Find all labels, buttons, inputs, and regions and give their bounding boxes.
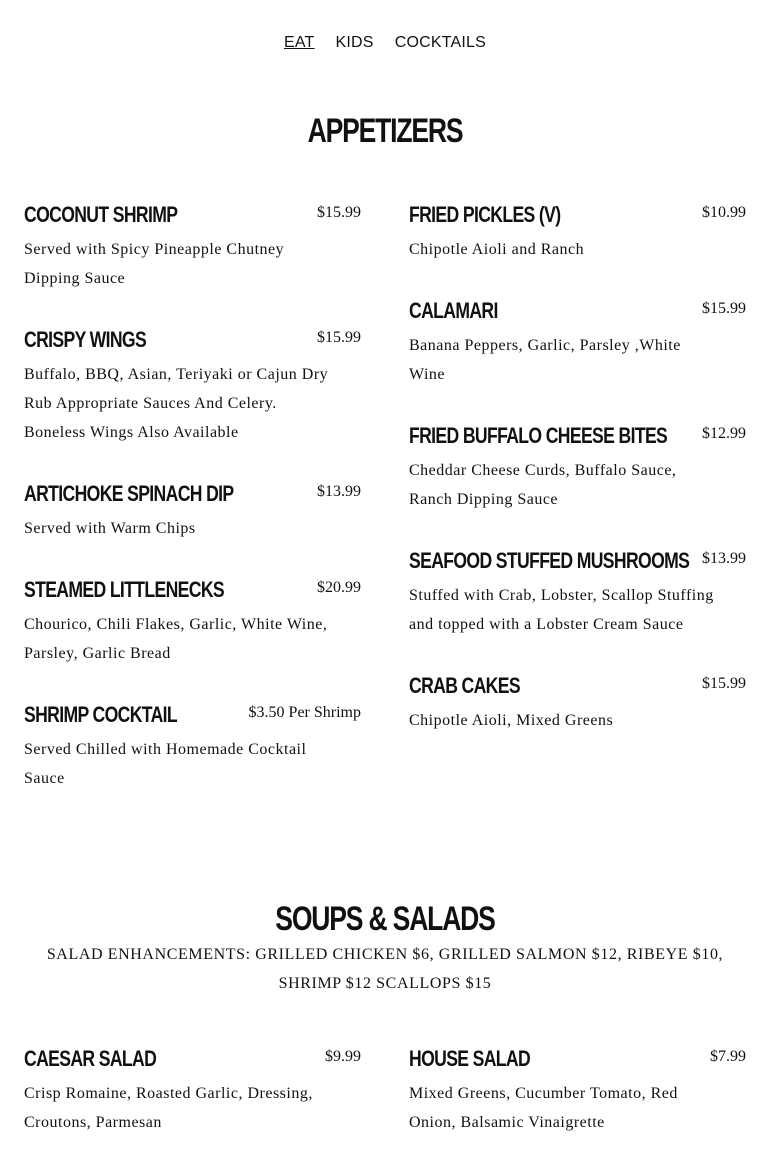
item-description: Stuffed with Crab, Lobster, Scallop Stuffing and topped with a Lobster Cream Sauce bbox=[409, 587, 714, 633]
item-name: FRIED BUFFALO CHEESE BITES bbox=[409, 423, 668, 448]
soups-left-column bbox=[24, 1046, 361, 1171]
menu-item bbox=[24, 327, 361, 447]
item-description: Chipotle Aioli and Ranch bbox=[409, 241, 585, 258]
item-description: Served with Spicy Pineapple Chutney Dipping Sauce bbox=[24, 241, 285, 287]
item-price: $20.99 bbox=[317, 579, 361, 596]
item-description: Chipotle Aioli, Mixed Greens bbox=[409, 712, 614, 729]
item-description: Served Chilled with Homemade Cocktail Sauce bbox=[24, 741, 307, 787]
item-name: FRIED PICKLES (V) bbox=[409, 202, 561, 227]
item-name: CRAB CAKES bbox=[409, 673, 520, 698]
item-description: Served with Warm Chips bbox=[24, 520, 196, 537]
nav-item-eat[interactable]: EAT bbox=[284, 34, 315, 51]
item-price: $15.99 bbox=[702, 675, 746, 692]
menu-item bbox=[409, 548, 746, 639]
item-price: $15.99 bbox=[702, 300, 746, 317]
item-description: Chourico, Chili Flakes, Garlic, White Wine, Parsley, Garlic Bread bbox=[24, 616, 328, 662]
menu-item bbox=[409, 423, 746, 514]
menu-item bbox=[409, 673, 746, 735]
menu-item bbox=[409, 1046, 746, 1137]
appetizers-title: APPETIZERS bbox=[307, 112, 463, 150]
item-description: Mixed Greens, Cucumber Tomato, Red Onion, Balsamic Vinaigrette bbox=[409, 1085, 678, 1131]
item-name: SHRIMP COCKTAIL bbox=[24, 702, 178, 727]
item-price: $10.99 bbox=[702, 204, 746, 221]
item-price: $15.99 bbox=[317, 204, 361, 221]
item-name: CALAMARI bbox=[409, 298, 498, 323]
menu-item bbox=[24, 702, 361, 793]
item-price: $7.99 bbox=[710, 1048, 746, 1065]
item-description: Banana Peppers, Garlic, Parsley ,White Wine bbox=[409, 337, 681, 383]
menu-item bbox=[24, 577, 361, 668]
item-name: SEAFOOD STUFFED MUSHROOMS bbox=[409, 548, 690, 573]
menu-item bbox=[24, 481, 361, 543]
item-name: CRISPY WINGS bbox=[24, 327, 147, 352]
item-description: Buffalo, BBQ, Asian, Teriyaki or Cajun Dry Rub Appropriate Sauces And Celery. Boneless Wings Also Available bbox=[24, 366, 329, 441]
item-name: COCONUT SHRIMP bbox=[24, 202, 178, 227]
menu-item bbox=[409, 202, 746, 264]
item-name: CAESAR SALAD bbox=[24, 1046, 157, 1071]
appetizers-left-column bbox=[24, 202, 361, 827]
item-description: Cheddar Cheese Curds, Buffalo Sauce, Ranch Dipping Sauce bbox=[409, 462, 677, 508]
nav-item-cocktails[interactable]: COCKTAILS bbox=[394, 34, 486, 51]
item-price: $15.99 bbox=[317, 329, 361, 346]
appetizers-right-column bbox=[409, 202, 746, 769]
item-description: Crisp Romaine, Roasted Garlic, Dressing, Croutons, Parmesan bbox=[24, 1085, 313, 1131]
soups-right-column bbox=[409, 1046, 746, 1171]
item-price: $12.99 bbox=[702, 425, 746, 442]
salad-enhancements: SALAD ENHANCEMENTS: GRILLED CHICKEN $6, GRILLED SALMON $12, RIBEYE $10, SHRIMP $12 SCALLOPS $15 bbox=[46, 946, 724, 992]
item-name: STEAMED LITTLENECKS bbox=[24, 577, 225, 602]
item-name: ARTICHOKE SPINACH DIP bbox=[24, 481, 234, 506]
menu-item bbox=[24, 1046, 361, 1137]
menu-item bbox=[24, 202, 361, 293]
menu-nav bbox=[0, 34, 770, 52]
menu-item bbox=[409, 298, 746, 389]
item-price: $9.99 bbox=[325, 1048, 361, 1065]
item-price: $13.99 bbox=[702, 550, 746, 567]
soups-salads-title: SOUPS & SALADS bbox=[275, 900, 495, 938]
nav-item-kids[interactable]: KIDS bbox=[335, 34, 374, 51]
item-name: HOUSE SALAD bbox=[409, 1046, 531, 1071]
item-price: $3.50 Per Shrimp bbox=[248, 704, 361, 721]
item-price: $13.99 bbox=[317, 483, 361, 500]
